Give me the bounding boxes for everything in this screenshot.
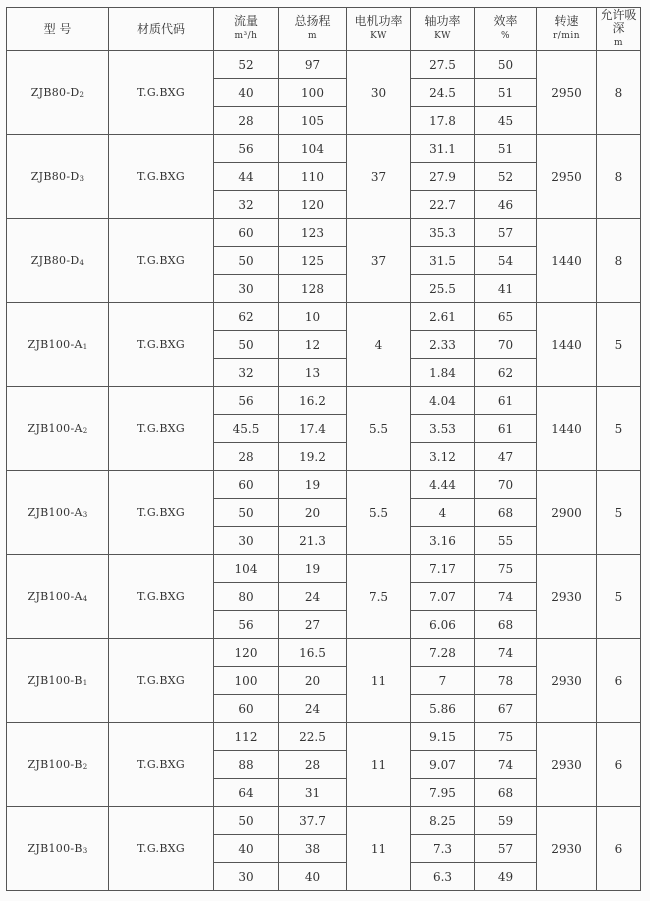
- speed-cell: 1440: [537, 387, 597, 471]
- model-base: ZJB100-A: [27, 422, 83, 435]
- model-subscript: 2: [82, 427, 88, 435]
- shaft-power-cell: 25.5: [411, 275, 475, 303]
- table-row: [7, 387, 641, 415]
- head-cell: 125: [279, 247, 347, 275]
- flow-cell: 50: [214, 807, 279, 835]
- model-cell: [7, 723, 109, 807]
- head-cell: 38: [279, 835, 347, 863]
- head-cell: 16.2: [279, 387, 347, 415]
- table-row: [7, 639, 641, 667]
- efficiency-cell: 47: [475, 443, 537, 471]
- motor-power-cell: 30: [347, 51, 411, 135]
- flow-cell: 80: [214, 583, 279, 611]
- shaft-power-cell: 31.1: [411, 135, 475, 163]
- speed-cell: 2950: [537, 51, 597, 135]
- efficiency-cell: 70: [475, 331, 537, 359]
- shaft-power-cell: 35.3: [411, 219, 475, 247]
- flow-cell: 32: [214, 359, 279, 387]
- model-subscript: 4: [82, 595, 88, 603]
- table-body: [7, 51, 641, 891]
- flow-cell: 60: [214, 695, 279, 723]
- model-subscript: 1: [82, 343, 88, 351]
- efficiency-cell: 62: [475, 359, 537, 387]
- model-cell: [7, 219, 109, 303]
- efficiency-cell: 74: [475, 751, 537, 779]
- model-cell: [7, 471, 109, 555]
- material-cell: T.G.BXG: [109, 219, 214, 303]
- motor-power-cell: 5.5: [347, 471, 411, 555]
- efficiency-cell: 59: [475, 807, 537, 835]
- shaft-power-cell: 17.8: [411, 107, 475, 135]
- speed-cell: 2930: [537, 723, 597, 807]
- shaft-power-cell: 4: [411, 499, 475, 527]
- model-base: ZJB80-D: [30, 170, 80, 183]
- model-base: ZJB100-B: [27, 674, 83, 687]
- table-row: [7, 807, 641, 835]
- head-cell: 19: [279, 555, 347, 583]
- speed-cell: 2930: [537, 639, 597, 723]
- shaft-power-cell: 6.06: [411, 611, 475, 639]
- flow-cell: 30: [214, 275, 279, 303]
- model-base: ZJB100-B: [27, 842, 83, 855]
- efficiency-cell: 55: [475, 527, 537, 555]
- model-cell: [7, 387, 109, 471]
- model-base: ZJB80-D: [30, 86, 80, 99]
- model-subscript: 3: [82, 511, 88, 519]
- speed-cell: 2930: [537, 807, 597, 891]
- head-cell: 27: [279, 611, 347, 639]
- flow-cell: 56: [214, 135, 279, 163]
- shaft-power-cell: 24.5: [411, 79, 475, 107]
- head-cell: 105: [279, 107, 347, 135]
- flow-cell: 44: [214, 163, 279, 191]
- head-cell: 31: [279, 779, 347, 807]
- efficiency-cell: 74: [475, 639, 537, 667]
- shaft-power-cell: 31.5: [411, 247, 475, 275]
- efficiency-cell: 75: [475, 555, 537, 583]
- suction-depth-cell: 6: [597, 639, 641, 723]
- shaft-power-cell: 4.04: [411, 387, 475, 415]
- shaft-power-cell: 7.07: [411, 583, 475, 611]
- shaft-power-cell: 2.33: [411, 331, 475, 359]
- flow-cell: 28: [214, 443, 279, 471]
- shaft-power-cell: 1.84: [411, 359, 475, 387]
- flow-cell: 28: [214, 107, 279, 135]
- material-cell: T.G.BXG: [109, 471, 214, 555]
- model-subscript: 1: [82, 679, 88, 687]
- head-cell: 10: [279, 303, 347, 331]
- model-base: ZJB80-D: [30, 254, 80, 267]
- head-cell: 123: [279, 219, 347, 247]
- material-cell: T.G.BXG: [109, 807, 214, 891]
- shaft-power-cell: 7.28: [411, 639, 475, 667]
- suction-depth-cell: 8: [597, 51, 641, 135]
- model-base: ZJB100-B: [27, 758, 83, 771]
- header-flow: 流量 m³/h: [214, 8, 279, 51]
- table-row: [7, 471, 641, 499]
- material-cell: T.G.BXG: [109, 387, 214, 471]
- shaft-power-cell: 27.5: [411, 51, 475, 79]
- flow-cell: 52: [214, 51, 279, 79]
- head-cell: 22.5: [279, 723, 347, 751]
- efficiency-cell: 68: [475, 779, 537, 807]
- model-cell: [7, 807, 109, 891]
- model-base: ZJB100-A: [27, 590, 83, 603]
- material-cell: T.G.BXG: [109, 639, 214, 723]
- table-row: [7, 555, 641, 583]
- head-cell: 12: [279, 331, 347, 359]
- header-row: [7, 8, 641, 51]
- head-cell: 16.5: [279, 639, 347, 667]
- motor-power-cell: 37: [347, 135, 411, 219]
- suction-depth-cell: 5: [597, 471, 641, 555]
- shaft-power-cell: 2.61: [411, 303, 475, 331]
- header-material: 材质代码: [109, 8, 214, 51]
- head-cell: 19.2: [279, 443, 347, 471]
- model-cell: [7, 555, 109, 639]
- flow-cell: 88: [214, 751, 279, 779]
- model-subscript: 2: [79, 91, 85, 99]
- flow-cell: 50: [214, 499, 279, 527]
- shaft-power-cell: 7.17: [411, 555, 475, 583]
- head-cell: 128: [279, 275, 347, 303]
- shaft-power-cell: 3.53: [411, 415, 475, 443]
- material-cell: T.G.BXG: [109, 555, 214, 639]
- efficiency-cell: 75: [475, 723, 537, 751]
- table-row: [7, 135, 641, 163]
- shaft-power-cell: 9.15: [411, 723, 475, 751]
- header-shaft-power: 轴功率 KW: [411, 8, 475, 51]
- header-motor-power: 电机功率 KW: [347, 8, 411, 51]
- flow-cell: 62: [214, 303, 279, 331]
- efficiency-cell: 68: [475, 499, 537, 527]
- flow-cell: 30: [214, 863, 279, 891]
- shaft-power-cell: 7: [411, 667, 475, 695]
- model-subscript: 2: [82, 763, 88, 771]
- flow-cell: 120: [214, 639, 279, 667]
- header-efficiency: 效率 %: [475, 8, 537, 51]
- head-cell: 110: [279, 163, 347, 191]
- table-row: [7, 51, 641, 79]
- speed-cell: 2930: [537, 555, 597, 639]
- flow-cell: 50: [214, 247, 279, 275]
- head-cell: 21.3: [279, 527, 347, 555]
- suction-depth-cell: 6: [597, 807, 641, 891]
- model-subscript: 4: [79, 259, 85, 267]
- table-row: [7, 219, 641, 247]
- efficiency-cell: 54: [475, 247, 537, 275]
- shaft-power-cell: 7.3: [411, 835, 475, 863]
- table-row: [7, 303, 641, 331]
- suction-depth-cell: 8: [597, 219, 641, 303]
- shaft-power-cell: 9.07: [411, 751, 475, 779]
- model-cell: [7, 303, 109, 387]
- efficiency-cell: 51: [475, 79, 537, 107]
- efficiency-cell: 78: [475, 667, 537, 695]
- efficiency-cell: 68: [475, 611, 537, 639]
- speed-cell: 2950: [537, 135, 597, 219]
- flow-cell: 64: [214, 779, 279, 807]
- head-cell: 19: [279, 471, 347, 499]
- flow-cell: 60: [214, 219, 279, 247]
- efficiency-cell: 61: [475, 415, 537, 443]
- head-cell: 28: [279, 751, 347, 779]
- shaft-power-cell: 7.95: [411, 779, 475, 807]
- model-subscript: 3: [82, 847, 88, 855]
- shaft-power-cell: 5.86: [411, 695, 475, 723]
- header-head: 总扬程 m: [279, 8, 347, 51]
- suction-depth-cell: 5: [597, 303, 641, 387]
- head-cell: 24: [279, 583, 347, 611]
- shaft-power-cell: 8.25: [411, 807, 475, 835]
- head-cell: 13: [279, 359, 347, 387]
- motor-power-cell: 4: [347, 303, 411, 387]
- head-cell: 24: [279, 695, 347, 723]
- flow-cell: 104: [214, 555, 279, 583]
- flow-cell: 32: [214, 191, 279, 219]
- efficiency-cell: 70: [475, 471, 537, 499]
- shaft-power-cell: 27.9: [411, 163, 475, 191]
- head-cell: 100: [279, 79, 347, 107]
- head-cell: 104: [279, 135, 347, 163]
- model-subscript: 3: [79, 175, 85, 183]
- head-cell: 120: [279, 191, 347, 219]
- motor-power-cell: 37: [347, 219, 411, 303]
- model-cell: [7, 639, 109, 723]
- table-row: [7, 723, 641, 751]
- flow-cell: 112: [214, 723, 279, 751]
- efficiency-cell: 52: [475, 163, 537, 191]
- pump-spec-table: [6, 7, 641, 891]
- head-cell: 40: [279, 863, 347, 891]
- speed-cell: 1440: [537, 303, 597, 387]
- head-cell: 37.7: [279, 807, 347, 835]
- material-cell: T.G.BXG: [109, 135, 214, 219]
- model-base: ZJB100-A: [27, 338, 83, 351]
- flow-cell: 60: [214, 471, 279, 499]
- motor-power-cell: 11: [347, 723, 411, 807]
- flow-cell: 50: [214, 331, 279, 359]
- efficiency-cell: 46: [475, 191, 537, 219]
- shaft-power-cell: 22.7: [411, 191, 475, 219]
- flow-cell: 56: [214, 611, 279, 639]
- shaft-power-cell: 6.3: [411, 863, 475, 891]
- flow-cell: 40: [214, 835, 279, 863]
- efficiency-cell: 57: [475, 219, 537, 247]
- head-cell: 20: [279, 499, 347, 527]
- efficiency-cell: 57: [475, 835, 537, 863]
- efficiency-cell: 50: [475, 51, 537, 79]
- motor-power-cell: 7.5: [347, 555, 411, 639]
- model-cell: [7, 135, 109, 219]
- motor-power-cell: 5.5: [347, 387, 411, 471]
- suction-depth-cell: 5: [597, 555, 641, 639]
- head-cell: 17.4: [279, 415, 347, 443]
- flow-cell: 56: [214, 387, 279, 415]
- material-cell: T.G.BXG: [109, 51, 214, 135]
- flow-cell: 40: [214, 79, 279, 107]
- efficiency-cell: 61: [475, 387, 537, 415]
- head-cell: 20: [279, 667, 347, 695]
- efficiency-cell: 45: [475, 107, 537, 135]
- efficiency-cell: 49: [475, 863, 537, 891]
- header-model: 型 号: [7, 8, 109, 51]
- material-cell: T.G.BXG: [109, 303, 214, 387]
- motor-power-cell: 11: [347, 807, 411, 891]
- header-speed: 转速 r/min: [537, 8, 597, 51]
- flow-cell: 100: [214, 667, 279, 695]
- model-cell: [7, 51, 109, 135]
- shaft-power-cell: 3.16: [411, 527, 475, 555]
- shaft-power-cell: 4.44: [411, 471, 475, 499]
- header-suction-depth: 允许吸深 m: [597, 8, 641, 51]
- head-cell: 97: [279, 51, 347, 79]
- speed-cell: 2900: [537, 471, 597, 555]
- suction-depth-cell: 5: [597, 387, 641, 471]
- efficiency-cell: 51: [475, 135, 537, 163]
- material-cell: T.G.BXG: [109, 723, 214, 807]
- shaft-power-cell: 3.12: [411, 443, 475, 471]
- efficiency-cell: 65: [475, 303, 537, 331]
- motor-power-cell: 11: [347, 639, 411, 723]
- suction-depth-cell: 6: [597, 723, 641, 807]
- suction-depth-cell: 8: [597, 135, 641, 219]
- speed-cell: 1440: [537, 219, 597, 303]
- efficiency-cell: 67: [475, 695, 537, 723]
- flow-cell: 45.5: [214, 415, 279, 443]
- efficiency-cell: 41: [475, 275, 537, 303]
- flow-cell: 30: [214, 527, 279, 555]
- efficiency-cell: 74: [475, 583, 537, 611]
- model-base: ZJB100-A: [27, 506, 83, 519]
